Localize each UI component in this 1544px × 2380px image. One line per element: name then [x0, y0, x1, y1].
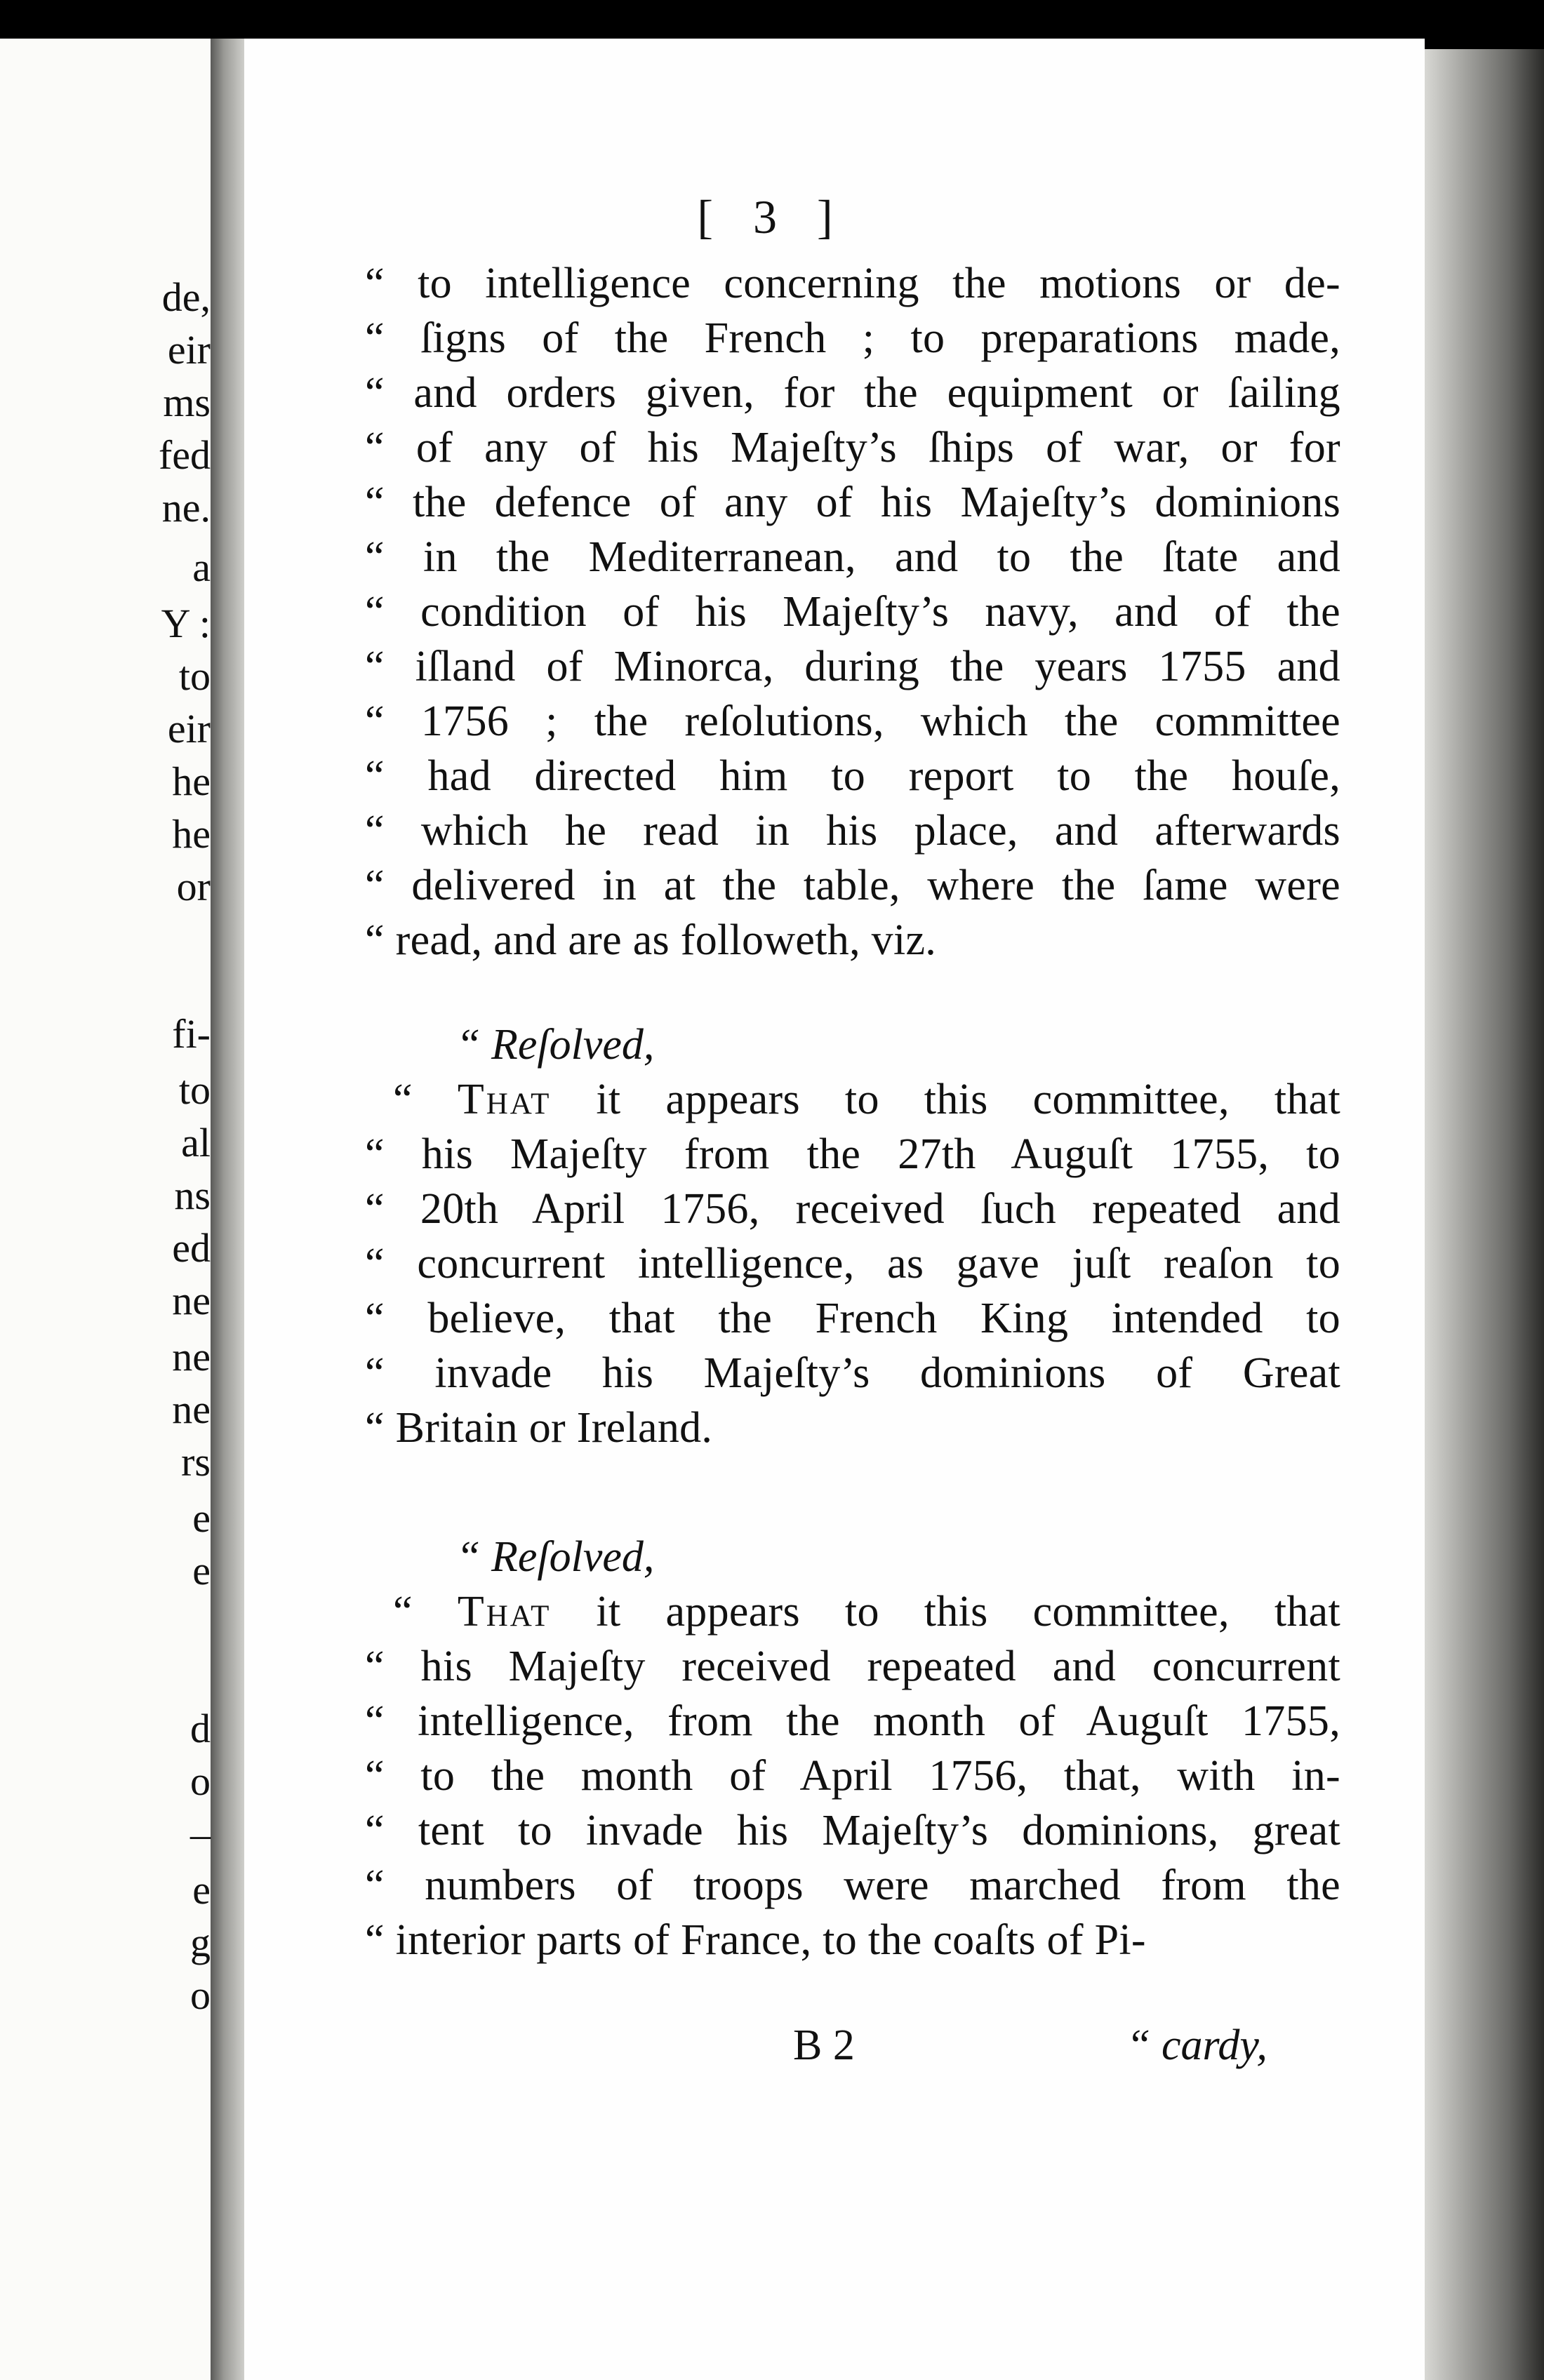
resolved-heading: “ Reſolved,	[456, 1533, 655, 1581]
text-line: “ in the Mediterranean, and to the ſtate and	[365, 533, 1340, 581]
text-line: “ ſigns of the French ; to preparations made,	[365, 314, 1340, 362]
fragment-text: –	[190, 1811, 211, 1857]
text-line: “ of any of his Majeſty’s ſhips of war, or for	[365, 424, 1340, 472]
text-line: “ 1756 ; the reſolutions, which the committee	[365, 697, 1340, 745]
page-edge-shadow	[1425, 49, 1544, 2380]
fragment-text: to	[178, 1067, 211, 1113]
resolution-lead-line: “ That it appears to this committee, that	[393, 1588, 1340, 1636]
fragment-text: ed	[172, 1225, 211, 1271]
resolution-1	[365, 1017, 1340, 1455]
fragment-text: e	[192, 1495, 211, 1541]
text-line: “ believe, that the French King intended to	[365, 1295, 1340, 1342]
fragment-text: de,	[161, 274, 211, 320]
fragment-text: he	[172, 811, 211, 857]
fragment-text: he	[172, 758, 211, 804]
fragment-text: ms	[163, 380, 211, 425]
text-line: “ which he read in his place, and afterwards	[365, 807, 1340, 855]
text-line: “ read, and are as followeth, viz.	[365, 916, 937, 964]
text-line: “ Britain or Ireland.	[365, 1404, 713, 1452]
resolution-2	[365, 1530, 1340, 1967]
text-line: “ condition of his Majeſty’s navy, and of the	[365, 588, 1340, 636]
text-line: “ had directed him to report to the houſe,	[365, 752, 1340, 800]
text-line: “ numbers of troops were marched from the	[365, 1861, 1340, 1909]
text-line: “ his Majeſty received repeated and concurrent	[365, 1643, 1340, 1690]
signature-mark: B 2	[793, 2021, 855, 2069]
text-line: “ to intelligence concerning the motions or de-	[365, 260, 1340, 307]
fragment-text: ne	[172, 1278, 211, 1323]
paragraph-intro	[365, 256, 1340, 968]
page-number-header: [ 3 ]	[697, 190, 847, 243]
fragment-text: eir	[167, 327, 211, 373]
catchword: “ cardy,	[1126, 2021, 1267, 2069]
fragment-text: o	[190, 1758, 211, 1804]
text-line: “ to the month of April 1756, that, with in-	[365, 1752, 1340, 1800]
fragment-text: e	[192, 1548, 211, 1593]
text-line: “ his Majeſty from the 27th Auguſt 1755, to	[365, 1130, 1340, 1178]
text-line: “ and orders given, for the equipment or ſailing	[365, 369, 1340, 417]
fragment-text: e	[192, 1867, 211, 1913]
fragment-text: ne	[172, 1386, 211, 1432]
fragment-text: eir	[167, 706, 211, 751]
fragment-text: fed	[158, 432, 211, 478]
fragment-text: to	[178, 653, 211, 699]
text-line: “ tent to invade his Majeſty’s dominions, great	[365, 1807, 1340, 1854]
fragment-text: or	[176, 864, 211, 909]
fragment-text: al	[181, 1120, 211, 1165]
fragment-text: ne.	[161, 485, 211, 530]
resolved-heading: “ Reſolved,	[456, 1021, 655, 1069]
text-line: “ interior parts of France, to the coaſts of Pi-	[365, 1916, 1146, 1964]
fragment-text: ns	[174, 1172, 211, 1218]
book-gutter	[211, 39, 244, 2380]
fragment-text: d	[190, 1706, 211, 1751]
text-line: “ intelligence, from the month of Auguſt 1755,	[365, 1697, 1340, 1745]
text-line: “ concurrent intelligence, as gave juſt reaſon to	[365, 1240, 1340, 1288]
text-line: “ the defence of any of his Majeſty’s dominions	[365, 479, 1340, 526]
text-line: “ iſland of Minorca, during the years 1755 and	[365, 643, 1340, 690]
fragment-text: o	[190, 1972, 211, 2018]
fragment-text: fi-	[172, 1011, 211, 1057]
fragment-text: g	[190, 1920, 211, 1965]
text-line: “ invade his Majeſty’s dominions of Great	[365, 1349, 1340, 1397]
fragment-text: Y :	[161, 601, 211, 646]
text-line: “ 20th April 1756, received ſuch repeated and	[365, 1185, 1340, 1233]
text-line: “ delivered in at the table, where the ſame were	[365, 862, 1340, 909]
fragment-text: rs	[181, 1439, 211, 1485]
fragment-text: a	[192, 544, 211, 590]
resolution-lead-line: “ That it appears to this committee, that	[393, 1076, 1340, 1123]
fragment-text: ne	[172, 1334, 211, 1379]
